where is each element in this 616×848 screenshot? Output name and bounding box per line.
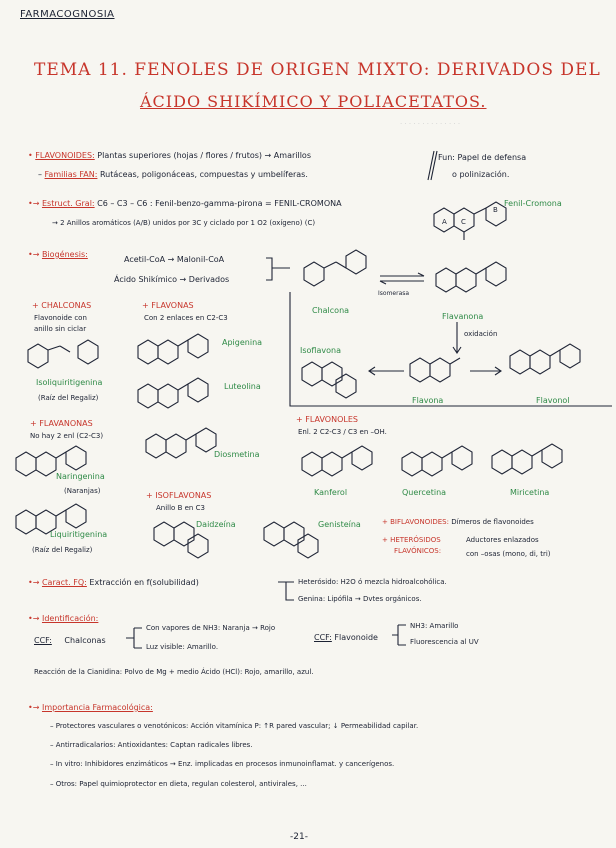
ccf2-flavonoide: Flavonoide xyxy=(334,633,378,642)
miricetina-structure xyxy=(486,436,586,484)
ccf-label: CCF: xyxy=(34,636,52,645)
identificacion-label: Identificación: xyxy=(41,614,99,623)
quercetina-structure xyxy=(396,442,486,486)
genisteina-label: Genisteína xyxy=(318,520,361,529)
double-slash-divider xyxy=(426,150,438,182)
isoflavonas-desc: Anillo B en C3 xyxy=(156,504,205,512)
kanferol-label: Kanferol xyxy=(314,488,348,497)
estructura-text: C6 – C3 – C6 : Fenil-benzo-gamma-pirona = FENIL-CROMONA xyxy=(97,199,342,208)
fenil-cromona-label: Fenil-Cromona xyxy=(504,199,562,208)
flavanona-label: Flavanona xyxy=(442,312,484,321)
diosmetina-label: Diosmetina xyxy=(214,450,260,459)
chalcona-label: Chalcona xyxy=(312,306,350,315)
ring-b-label: B xyxy=(493,206,498,214)
page-header: FARMACOGNOSIA xyxy=(20,9,115,20)
flavonoles-label: + FLAVONOLES xyxy=(296,415,358,424)
daidzeina-label: Daidzeína xyxy=(196,520,236,529)
biogenesis-label: Biogénesis: xyxy=(41,250,88,259)
isoliquiritigenina-label: Isoliquiritigenina xyxy=(36,378,103,387)
familias-text: Rutáceas, poligonáceas, compuestas y umbelíferas. xyxy=(99,170,308,179)
page-number: -21- xyxy=(290,832,308,842)
familias-row: – Familias FAN: Rutáceas, poligonáceas, compuestas y umbelíferas. xyxy=(38,170,308,179)
flavonoides-label: FLAVONOIDES: xyxy=(35,151,95,160)
diosmetina-structure xyxy=(140,424,240,468)
naringenina-label: Naringenina xyxy=(56,472,105,481)
apigenina-label: Apigenina xyxy=(222,338,263,347)
flavona-label: Flavona xyxy=(412,396,444,405)
title-underline-start xyxy=(34,82,44,92)
ccf-row xyxy=(34,636,106,645)
importancia-item-2: – Antirradicalarios: Antioxidantes: Captan radicales libres. xyxy=(50,741,253,749)
importancia-item-1: – Protectores vasculares o venotónicos: Acción vitamínica P: ↑R pared vascular; ↓ Permeabilidad capilar. xyxy=(50,722,419,730)
isoliquiritigenina-structure xyxy=(22,338,112,370)
biogenesis-row2: Ácido Shikímico → Derivados xyxy=(114,275,230,284)
flavanonas-label: + FLAVANONAS xyxy=(30,419,93,428)
ccf2-row xyxy=(314,633,378,642)
flavonas-desc: Con 2 enlaces en C2-C3 xyxy=(144,314,228,322)
luteolina-structure xyxy=(132,374,232,418)
quercetina-label: Quercetina xyxy=(402,488,447,497)
miricetina-label: Miricetina xyxy=(510,488,550,497)
ccf2-nh3: NH3: Amarillo xyxy=(410,622,459,630)
naringenina-source: (Naranjas) xyxy=(64,487,101,495)
title-line-2: ÁCIDO SHIKÍMICO Y POLIACETATOS. xyxy=(140,92,487,111)
chalconas-desc2: anillo sin ciclar xyxy=(34,325,87,333)
ccf-chalconas: Chalconas xyxy=(64,636,106,645)
ccf2-fluorescencia: Fluorescencia al UV xyxy=(410,638,479,646)
caracteristicas-brace xyxy=(276,578,298,606)
genina-text: Genina: Lipófila → Dvtes orgánicos. xyxy=(298,595,422,603)
flavonoides-text: Plantas superiores (hojas / flores / frutos) → Amarillos xyxy=(97,151,311,160)
heterosidos-text1: Aductores enlazados xyxy=(466,536,539,544)
estructura-row: •→ Estruct. Gral: C6 – C3 – C6 : Fenil-benzo-gamma-pirona = FENIL-CROMONA xyxy=(28,199,342,208)
title-line-1: TEMA 11. FENOLES DE ORIGEN MIXTO: DERIVADOS DEL xyxy=(34,60,601,80)
flavonas-label: + FLAVONAS xyxy=(142,301,194,310)
function-text: Fun: Papel de defensa xyxy=(438,153,527,162)
flavonoles-desc: Enl. 2 C2-C3 / C3 en –OH. xyxy=(298,428,387,436)
caracteristicas-label: Caract. FQ: xyxy=(41,578,87,587)
chalconas-desc1: Flavonoide con xyxy=(34,314,87,322)
ccf-luz-visible: Luz visible: Amarillo. xyxy=(146,643,219,651)
subclass-box xyxy=(288,290,614,410)
apigenina-structure xyxy=(132,330,232,374)
biflavonoides-row xyxy=(382,518,534,526)
liquiritigenina-label: Liquiritigenina xyxy=(50,530,108,539)
heterosido-text: Heterósido: H2O ó mezcla hidroalcohólica. xyxy=(298,578,447,586)
biflavonoides-text: Dímeros de flavonoides xyxy=(451,518,534,526)
oxidacion-label: oxidación xyxy=(464,330,498,338)
caracteristicas-text: Extracción en f(solubilidad) xyxy=(89,578,199,587)
fenil-cromona-structure xyxy=(424,194,514,244)
liquiritigenina-source: (Raíz del Regaliz) xyxy=(32,546,93,554)
kanferol-structure xyxy=(296,442,386,486)
isoflavonas-label: + ISOFLAVONAS xyxy=(146,491,212,500)
estructura-label: Estruct. Gral: xyxy=(41,199,95,208)
biflavonoides-label: + BIFLAVONOIDES: xyxy=(382,518,449,526)
isomerasa-arrow xyxy=(378,272,428,284)
importancia-item-3: – In vitro: Inhibidores enzimáticos → Enz. implicadas en procesos inmunoinflamat. y cancerígenos. xyxy=(50,760,395,768)
heterosidos-text2: con –osas (mono, di, tri) xyxy=(466,550,551,558)
heterosidos-label1: + HETERÓSIDOS xyxy=(382,536,441,544)
flavonol-label: Flavonol xyxy=(536,396,570,405)
luteolina-label: Luteolina xyxy=(224,382,261,391)
flavanonas-desc: No hay 2 enl (C2-C3) xyxy=(30,432,104,440)
ccf2-brace xyxy=(390,622,410,648)
isoliquiritigenina-source: (Raíz del Regaliz) xyxy=(38,394,99,402)
estructura-sub: → 2 Anillos aromáticos (A/B) unidos por 3C y ciclado por 1 O2 (oxígeno) (C) xyxy=(52,219,316,227)
importancia-label: Importancia Farmacológica: xyxy=(41,703,153,712)
flavonoides-row: • FLAVONOIDES: Plantas superiores (hojas / flores / frutos) → Amarillos xyxy=(28,151,311,160)
ring-a-label: A xyxy=(442,218,447,226)
ccf-nh3: Con vapores de NH3: Naranja → Rojo xyxy=(146,624,276,632)
identificacion-row: •→ Identificación: xyxy=(28,614,99,623)
heterosidos-label2: FLAVÓNICOS: xyxy=(394,547,442,555)
caracteristicas-row: •→ Caract. FQ: Extracción en f(solubilidad) xyxy=(28,578,199,587)
ring-c-label: C xyxy=(461,218,466,226)
biogenesis-bracket xyxy=(264,256,294,284)
ccf-brace xyxy=(124,624,146,652)
biogenesis-row: •→ Biogénesis: xyxy=(28,250,88,259)
reaccion-text: Reacción de la Cianidina: Polvo de Mg + medio Ácido (HCl): Rojo, amarillo, azul. xyxy=(34,668,314,676)
ghost-text: · · · · · · · · · · · · · · xyxy=(400,120,461,128)
isomerasa-label: Isomerasa xyxy=(378,290,410,297)
chalcona-structure xyxy=(296,246,376,296)
importancia-row: •→ Importancia Farmacológica: xyxy=(28,703,153,712)
ccf2-label: CCF: xyxy=(314,633,332,642)
importancia-item-4: – Otros: Papel quimioprotector en dieta, regulan colesterol, antivirales, ... xyxy=(50,780,307,788)
biogenesis-row1: Acetil-CoA → Malonil-CoA xyxy=(124,255,225,264)
familias-label: Familias FAN: xyxy=(44,170,98,179)
isoflavona-label: Isoflavona xyxy=(300,346,341,355)
chalconas-label: + CHALCONAS xyxy=(32,301,92,310)
function-text-2: o polinización. xyxy=(452,170,510,179)
